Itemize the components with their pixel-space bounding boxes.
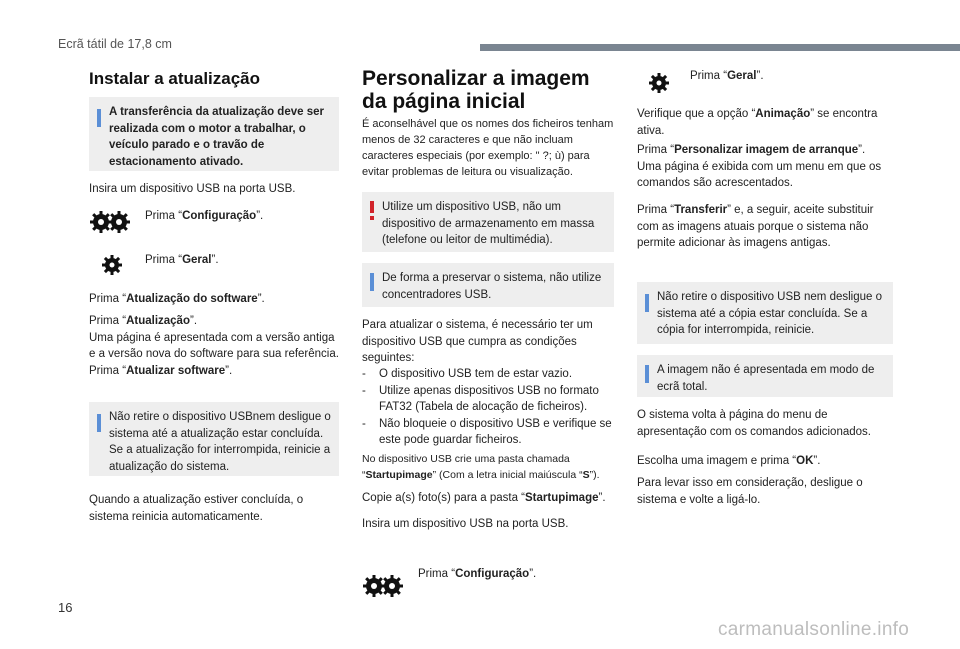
list-item: - O dispositivo USB tem de estar vazio. <box>362 366 614 383</box>
step-choose-image: Escolha uma imagem e prima “OK”. <box>637 455 821 467</box>
step-prima-geral: Prima “Geral”. <box>145 254 219 266</box>
step-prima-transferir: Prima “Transferir” e, a seguir, aceite substituir com as imagens atuais porque o sistema não permite adicionar às imagens antigas. <box>637 204 874 249</box>
paragraph-copy-photos: Copie a(s) foto(s) para a pasta “Startupimage”. <box>362 492 606 504</box>
info-marker-icon <box>97 414 101 432</box>
info-text: De forma a preservar o sistema, não utilize concentradores USB. <box>382 272 602 301</box>
step-prima-configuracao-2: Prima “Configuração”. <box>418 568 537 580</box>
step-prima-geral-2: Prima “Geral”. <box>690 70 764 82</box>
settings-gear-icon <box>648 72 670 94</box>
instruction-insert-usb-2: Insira um dispositivo USB na porta USB. <box>362 518 569 530</box>
notice-box-copy <box>637 282 893 344</box>
notice-text: Não retire o dispositivo USBnem desligue o sistema até a atualização estar concluída. Se a atualização for interrompida, reinicie a atualização do sistema. <box>109 411 331 473</box>
step-prima-atualizacao-software: Prima “Atualização do software”. <box>89 293 265 305</box>
list-item: - Utilize apenas dispositivos USB no formato FAT32 (Tabela de alocação de ficheiros). <box>362 383 614 416</box>
paragraph-filename-advice: É aconselhável que os nomes dos ficheiros tenham menos de 32 caracteres e que não incluam caracteres especiais (por exemplo: " ?; ù) para evitar problemas de leitura ou visualização. <box>362 118 614 178</box>
notice-box-engine <box>89 97 339 171</box>
section-header: Ecrã tátil de 17,8 cm <box>58 37 172 51</box>
notice-box-usb <box>89 402 339 476</box>
info-box-usb-hubs <box>362 263 614 307</box>
info-marker-icon <box>370 273 374 291</box>
notice-text: Não retire o dispositivo USB nem desligue o sistema até a cópia estar concluída. Se a cópia for interrompida, reinicie. <box>657 291 883 336</box>
step-prima-personalizar: Prima “Personalizar imagem de arranque”. Uma página é exibida com um menu em que os comandos são acrescentados. <box>637 144 882 189</box>
paragraph-restart-system: Para levar isso em consideração, desligue o sistema e volte a ligá-lo. <box>637 477 863 506</box>
watermark: carmanualsonline.info <box>718 619 910 640</box>
info-marker-icon <box>97 109 101 127</box>
paragraph-verify-animation: Verifique que a opção “Animação” se encontra ativa. <box>637 108 878 137</box>
paragraph-usb-conditions: Para atualizar o sistema, é necessário ter um dispositivo USB que cumpra as condições seguintes: <box>362 319 593 364</box>
header-bar <box>480 44 960 51</box>
step-prima-configuracao: Prima “Configuração”. <box>145 210 264 222</box>
warning-box-usb-storage <box>362 192 614 252</box>
usb-conditions-list <box>362 366 614 449</box>
warning-marker-icon <box>370 201 374 213</box>
paragraph-system-returns: O sistema volta à página do menu de apresentação com os comandos adicionados. <box>637 409 871 438</box>
notice-text: A transferência da atualização deve ser realizada com o motor a trabalhar, o veículo parado e o travão de estacionamento ativado. <box>109 106 324 168</box>
notice-box-fullscreen <box>637 355 893 397</box>
paragraph-update-complete: Quando a atualização estiver concluída, o sistema reinicia automaticamente. <box>89 494 304 523</box>
paragraph-create-folder: No dispositivo USB crie uma pasta chamada “Startupimage” (Com a letra inicial maiúscula “S”). <box>362 453 600 481</box>
title-install-update: Instalar a atualização <box>89 69 261 88</box>
info-marker-icon <box>645 365 649 383</box>
settings-gears-icon <box>89 209 131 235</box>
title-customize-home-image: Personalizar a imagem da página inicial <box>362 67 590 113</box>
step-prima-atualizacao: Prima “Atualização”. Uma página é apresentada com a versão antiga e a versão nova do software para sua referência. Prima “Atualizar software”. <box>89 315 339 377</box>
page-number: 16 <box>58 600 73 615</box>
instruction-insert-usb: Insira um dispositivo USB na porta USB. <box>89 183 296 195</box>
settings-gear-icon <box>101 254 123 276</box>
list-item: - Não bloqueie o dispositivo USB e verifique se este pode guardar ficheiros. <box>362 416 614 449</box>
notice-text: A imagem não é apresentada em modo de ecrã total. <box>657 364 875 393</box>
settings-gears-icon <box>362 573 404 599</box>
info-marker-icon <box>645 294 649 312</box>
warning-text: Utilize um dispositivo USB, não um dispositivo de armazenamento em massa (telefone ou leitor de multimédia). <box>382 201 595 246</box>
